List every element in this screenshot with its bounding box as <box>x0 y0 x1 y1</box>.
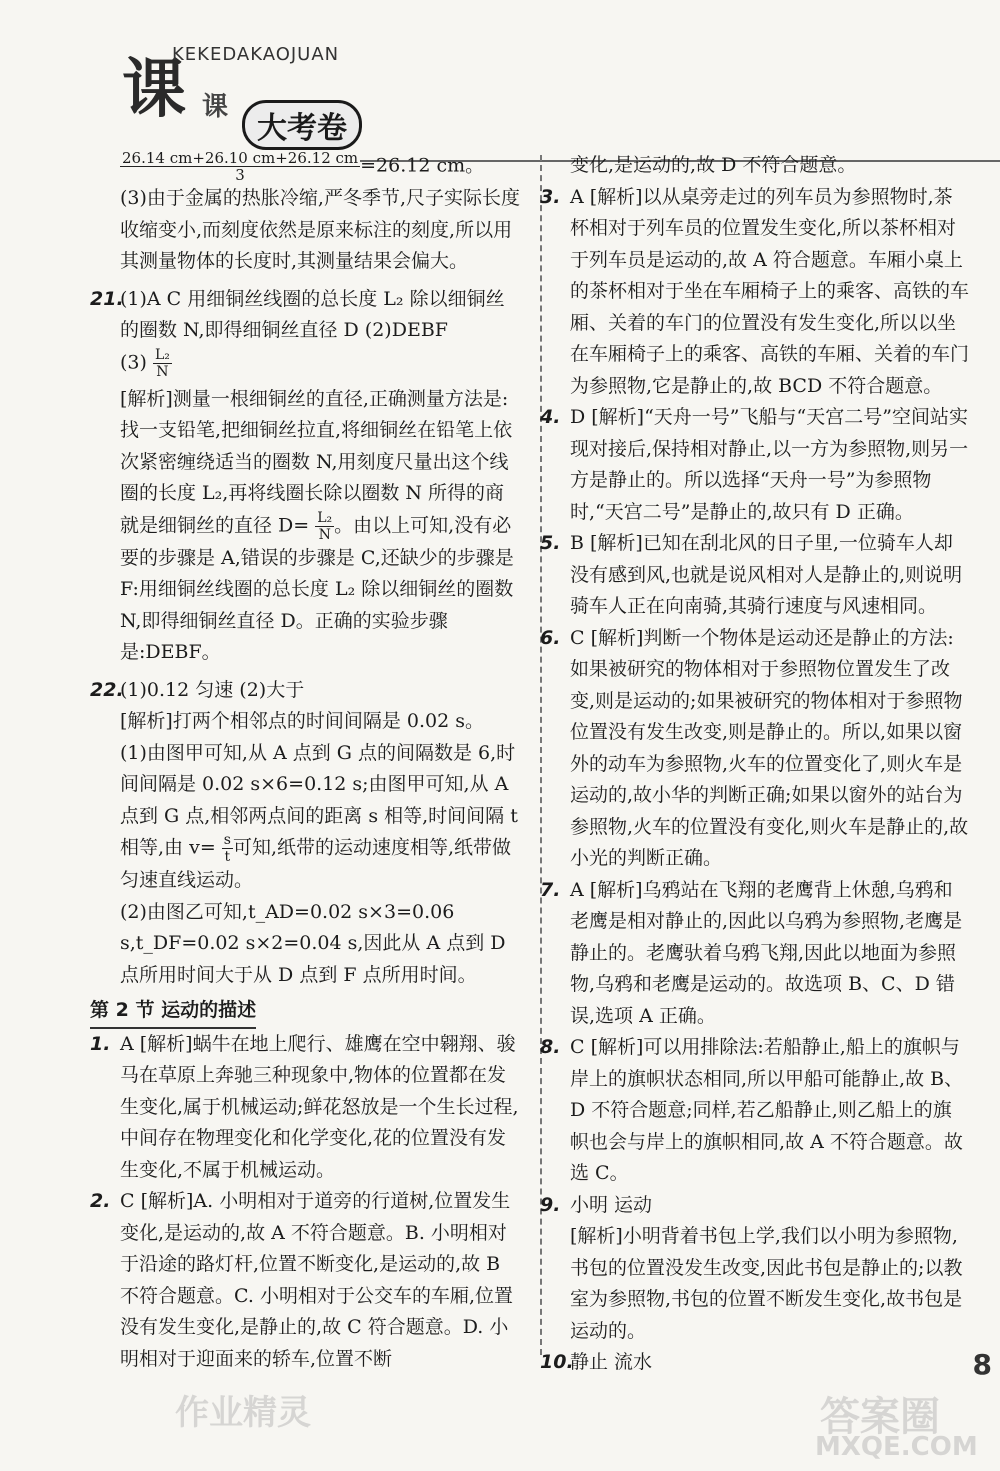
question-text: C [解析]判断一个物体是运动还是静止的方法:如果被研究的物体相对于参照物位置发生了改变,则是运动的;如果被研究的物体相对于参照物位置没有发生改变,则是静止的。所以,如果以窗外的动车为参照物,火车的位置变化了,则火车是运动的,故小华的判断正确;如果以窗外的站台为参照物,火车的位置没有变化,则火车是静止的,故小光的判断正确。 <box>570 626 969 869</box>
q20-fraction-numerator: 26.14 cm+26.10 cm+26.12 cm <box>122 149 359 167</box>
question-text: A [解析]乌鸦站在飞翔的老鹰背上休憩,乌鸦和老鹰是相对静止的,因此以乌鸦为参照物,老鹰是静止的。老鹰驮着乌鸦飞翔,因此以地面为参照物,乌鸦和老鹰是运动的。故选项 B、C、D 错误,选项 A 正确。 <box>570 878 963 1027</box>
q20-result: =26.12 cm。 <box>360 154 485 177</box>
question-21 <box>90 284 520 669</box>
question-2-continued: 变化,是运动的,故 D 不符合题意。 <box>570 154 857 176</box>
q21-answer-3-label: (3) <box>120 351 147 373</box>
section-question-9 <box>540 1190 970 1348</box>
q20-part3: (3)由于金属的热胀冷缩,严冬季节,尺子实际长度收缩变小,而刻度依然是原来标注的刻度,所以用其测量物体的长度时,其测量结果会偏大。 <box>120 187 520 272</box>
logo-character-small: 课 <box>202 92 229 122</box>
fraction-denominator: N <box>318 526 331 543</box>
question-number: 10. <box>540 1351 574 1373</box>
page-number: 8 <box>972 1348 992 1381</box>
q22-analysis-text: (1)由图甲可知,从 A 点到 G 点的间隔数是 6,时间间隔是 0.02 s×6=0.12 s;由图甲可知,从 A 点到 G 点,相邻两点间的距离 s 相等,时间间隔 t 相等,由 v= <box>120 741 518 859</box>
fraction-denominator: t <box>224 849 231 865</box>
q22-analysis-4: (2)由图乙可知,t_AD=0.02 s×3=0.06 s,t_DF=0.02 s×2=0.04 s,因此从 A 点到 D 点所用时间大于从 D 点到 F 点所用时间。 <box>120 900 506 986</box>
question-22 <box>90 675 520 992</box>
question-number: 2. <box>90 1190 111 1212</box>
section-question-4 <box>540 402 970 528</box>
q22-answer: (1)0.12 匀速 (2)大于 <box>120 678 305 701</box>
question-text: A [解析]以从桌旁走过的列车员为参照物时,茶杯相对于列车员的位置发生变化,所以茶杯相对于列车员是运动的,故 A 符合题意。车厢小桌上的茶杯相对于坐在车厢椅子上的乘客、高铁的车厢、关着的车门的位置没有发生变化,所以以坐在车厢椅子上的乘客、高铁的车厢、关着的车门为参照物,它是静止的,故 BCD 不符合题意。 <box>570 185 970 397</box>
left-column <box>90 149 520 1375</box>
logo-pinyin: KEKEDAKAOJUAN <box>172 44 340 65</box>
question-number: 21. <box>90 287 124 310</box>
logo-character: 课 <box>122 52 186 127</box>
watermark-url: MXQE.COM <box>815 1432 978 1462</box>
page-header <box>110 30 1000 146</box>
question-number: 3. <box>540 185 561 208</box>
q21-analysis <box>120 384 520 669</box>
q21-analysis-text-2: 。由以上可知,没有必要的步骤是 A,错误的步骤是 C,还缺少的步骤是 F:用细铜丝线圈的总长度 L₂ 除以细铜丝的圈数 N,即得细铜丝直径 D。正确的实验步骤是:DEBF。 <box>120 514 514 663</box>
q21-analysis-text-1: [解析]测量一根细铜丝的直径,正确测量方法是:找一支铅笔,把细铜丝拉直,将细铜丝在铅笔上依次紧密缠绕适当的圈数 N,用刻度尺量出这个线圈的长度 L₂,再将线圈长除以圈数 N 所得的商就是细铜丝的直径 D= <box>120 387 513 536</box>
section-question-1 <box>90 1029 520 1187</box>
fraction-numerator: L₂ <box>154 346 170 363</box>
watermark-text: 作业精灵 <box>175 1393 311 1433</box>
section-question-10 <box>540 1347 970 1379</box>
section-question-8 <box>540 1032 970 1190</box>
question-text: C [解析]A. 小明相对于道旁的行道树,位置发生变化,是运动的,故 A 不符合题意。B. 小明相对于沿途的路灯杆,位置不断变化,是运动的,故 B 不符合题意。C. 小明相对于公交车的车厢,位置没有发生变化,是静止的,故 C 符合题意。D. 小明相对于迎面来的轿车,位置不断 <box>120 1190 513 1370</box>
question-answer: 小明 运动 <box>570 1193 653 1216</box>
question-text: A [解析]蜗牛在地上爬行、雄鹰在空中翱翔、骏马在草原上奔驰三种现象中,物体的位置都在发生变化,属于机械运动;鲜花怒放是一个生长过程,中间存在物理变化和化学变化,花的位置没有发生变化,不属于机械运动。 <box>120 1032 519 1181</box>
fraction-denominator: N <box>156 363 169 380</box>
question-number: 8. <box>540 1036 561 1058</box>
q21-answer-fraction <box>153 347 172 380</box>
question-number: 6. <box>540 626 561 649</box>
q20-fraction <box>120 150 360 183</box>
section-heading: 第 2 节 运动的描述 <box>90 995 256 1029</box>
q22-analysis-1: [解析]打两个相邻点的时间间隔是 0.02 s。 <box>120 710 484 732</box>
question-analysis: [解析]小明背着书包上学,我们以小明为参照物,书包的位置没发生改变,因此书包是静止的;以教室为参照物,书包的位置不断发生变化,故书包是运动的。 <box>570 1225 963 1342</box>
q22-analysis-text-3: 可知,纸带的运动速度相等,纸带做匀速直线运动。 <box>120 836 512 891</box>
section-question-3 <box>540 182 970 403</box>
column-divider <box>540 155 542 1355</box>
section-question-2 <box>90 1186 520 1375</box>
question-number: 22. <box>90 678 124 701</box>
question-number: 4. <box>540 406 561 428</box>
question-number: 7. <box>540 878 561 901</box>
question-text: C [解析]可以用排除法:若船静止,船上的旗帜与岸上的旗帜状态相同,所以甲船可能静止,故 B、D 不符合题意;同样,若乙船静止,则乙船上的旗帜也会与岸上的旗帜相同,故 A 不符合题意。故选 C。 <box>570 1036 964 1184</box>
watermark-logo: 答案圈 <box>820 1394 940 1440</box>
q21-analysis-fraction <box>315 510 334 543</box>
q20-tail <box>120 150 520 183</box>
question-number: 1. <box>90 1032 111 1055</box>
logo-title: 大考卷 <box>242 100 362 150</box>
section-question-7 <box>540 875 970 1033</box>
question-text: B [解析]已知在刮北风的日子里,一位骑车人却没有感到风,也就是说风相对人是静止的,则说明骑车人正在向南骑,其骑行速度与风速相同。 <box>570 532 963 617</box>
question-text: D [解析]“天舟一号”飞船与“天宫二号”空间站实现对接后,保持相对静止,以一方为参照物,则另一方是静止的。所以选择“天舟一号”为参照物时,“天宫二号”是静止的,故只有 D 正确。 <box>570 406 969 523</box>
section-question-6 <box>540 623 970 875</box>
section-question-5 <box>540 528 970 623</box>
section-heading-wrap <box>90 995 520 1029</box>
question-number: 5. <box>540 532 561 554</box>
question-answer: 静止 流水 <box>570 1351 653 1373</box>
fraction-numerator: s <box>223 832 231 848</box>
fraction-numerator: L₂ <box>317 509 333 526</box>
q22-analysis-2 <box>120 738 520 897</box>
q21-answer: (1)A C 用细铜丝线圈的总长度 L₂ 除以细铜丝的圈数 N,即得细铜丝直径 D (2)DEBF <box>120 287 505 341</box>
q21-answer-3 <box>120 347 520 380</box>
q22-fraction <box>222 832 233 865</box>
q20-fraction-denominator: 3 <box>235 166 245 184</box>
right-column <box>540 150 970 1379</box>
question-number: 9. <box>540 1193 561 1216</box>
